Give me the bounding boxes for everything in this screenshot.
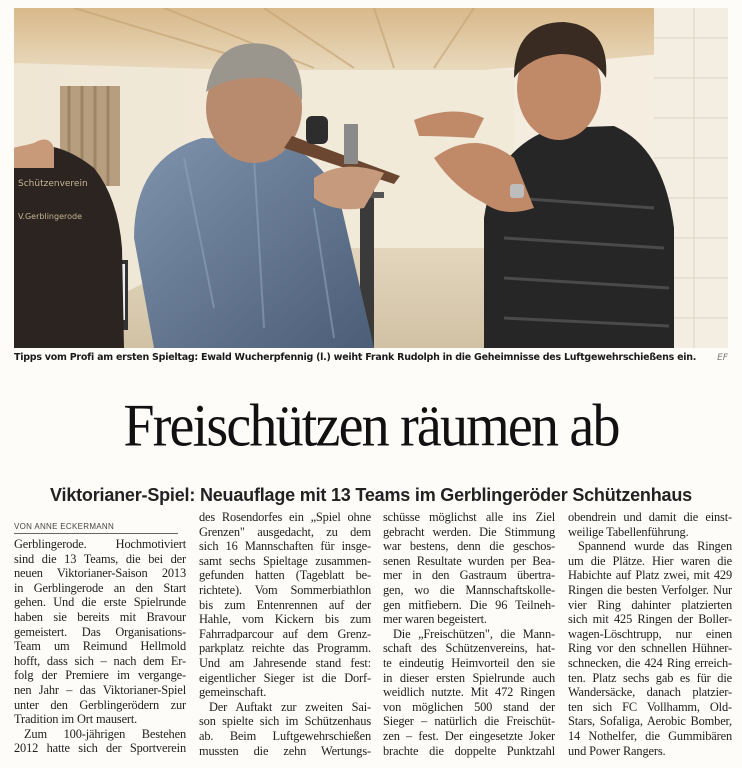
column-line: senen Resultate wurden per Bea- xyxy=(383,553,555,568)
column-line: vier Ring dahinter platzierten xyxy=(568,597,732,612)
column-line: und Power Rangers. xyxy=(568,743,666,758)
column-line: sich 16 Mannschaften für insge- xyxy=(199,539,371,554)
column-line: son spielte sich im Schützenhaus xyxy=(199,714,371,729)
column-line-text: Hochmotiviert xyxy=(115,537,186,551)
column-line: mer in den Gastraum übertra- xyxy=(383,568,555,583)
column-line: nen Jahr – das Viktorianer-Spiel xyxy=(14,682,186,697)
column-line: in dieser ersten Spielrunde auch xyxy=(383,670,555,685)
article-column-2 xyxy=(199,510,371,758)
column-line: te eindeutig Heimvorteil den sie xyxy=(383,655,555,670)
column-line: des Rosendorfes ein „Spiel ohne xyxy=(199,510,371,524)
column-line: Stars, Sofaliga, Aerobic Bomber, xyxy=(568,714,732,729)
article-column-3 xyxy=(383,510,555,758)
column-line: gemeistert. Das Organisations- xyxy=(14,624,186,639)
column-line: zen – fest. Der eingesetzte Joker xyxy=(383,728,555,743)
column-line: weilige Tabellenführung. xyxy=(568,524,689,539)
article-subheadline: Viktorianer-Spiel: Neuauflage mit 13 Teams im Gerblingeröder Schützenhaus xyxy=(50,485,692,505)
column-line: hofft, dass sich – nach dem Er- xyxy=(14,653,186,668)
byline-divider xyxy=(14,533,178,534)
column-line: schnecken, die 424 Ring erreich- xyxy=(568,655,732,670)
column-line: parkplatz reichte das Programm. xyxy=(199,641,371,656)
column-line: schaft des Schützenvereins, hat- xyxy=(383,641,555,656)
article-byline: VON ANNE ECKERMANN xyxy=(14,522,115,531)
column-line: richtete). Vom Sommerbiathlon xyxy=(199,582,371,597)
column-line: wagen-Löschtrupp, nur einen xyxy=(568,626,732,641)
column-line: unter den Gerblingerödern zur xyxy=(14,697,186,712)
article-dateline: Gerblingerode. xyxy=(14,537,87,551)
column-line: ten. Platz sechs gab es für die xyxy=(568,670,732,685)
photo-caption-row xyxy=(14,352,728,368)
column-line: folg der Premiere im vergange- xyxy=(14,668,186,683)
column-line: gebracht werden. Die Stimmung xyxy=(383,524,555,539)
column-line: sind die 13 Teams, die bei der xyxy=(14,551,186,566)
column-line: Wandersäcke, danach platzier- xyxy=(568,685,732,700)
column-line: Fahrradparcour auf dem Grenz- xyxy=(199,626,371,641)
column-line: Die „Freischützen", die Mann- xyxy=(393,626,555,641)
column-line: obendrein und damit die einst- xyxy=(568,510,732,524)
column-line: 2012 hatte sich der Sportverein xyxy=(14,741,186,756)
shirt-print-text-1: Schützenverein xyxy=(18,179,88,189)
column-line: ab. Beim Luftgewehrschießen xyxy=(199,728,371,743)
column-line: um die Plätze. Hier waren die xyxy=(568,553,732,568)
column-line: ten sich FC Vollhamm, Old- xyxy=(568,699,732,714)
column-line: schüsse möglichst alle ins Ziel xyxy=(383,510,555,524)
column-line: bis zum Entenrennen auf der xyxy=(199,597,371,612)
column-line: Der Auftakt zur zweiten Sai- xyxy=(209,699,371,714)
column-line: gen mitfiebern. Die 96 Teilneh- xyxy=(383,597,555,612)
article-photo xyxy=(14,8,728,348)
column-line: Zum 100-jährigen Bestehen xyxy=(24,726,186,741)
photo-caption: Tipps vom Profi am ersten Spieltag: Ewald Wucherpfennig (l.) weiht Frank Rudolph in die Geheimnisse des Luftgewehrschießens ein. xyxy=(14,352,697,363)
column-line: brachte die doppelte Punktzahl xyxy=(383,743,555,758)
column-line: Sieger – natürlich die Freischüt- xyxy=(383,714,555,729)
shirt-print-text-2: V.Gerblingerode xyxy=(18,212,82,221)
column-line: Ring vor den schnellen Hühner- xyxy=(568,641,732,656)
column-line: mussten die zehn Wertungs- xyxy=(199,743,371,758)
column-line: Team um Reimund Hellmold xyxy=(14,639,186,654)
photo-credit: EF xyxy=(717,353,728,363)
column-line: eigentlicher Sieger ist die Dorf- xyxy=(199,670,371,685)
column-line: gemeinschaft. xyxy=(199,685,267,700)
column-line: Ringen die besten Verfolger. Nur xyxy=(568,582,732,597)
column-line: Tradition im Ort mausert. xyxy=(14,712,138,727)
article-headline: Freischützen räumen ab xyxy=(123,392,619,460)
column-line: haben sie bereits mit Bravour xyxy=(14,609,186,624)
column-line: gehen. Und die erste Spielrunde xyxy=(14,595,186,610)
column-line: war bestens, denn die geschos- xyxy=(383,539,555,554)
column-line: Hahle, vom Kickern bis zum xyxy=(199,612,371,627)
column-line: gefunden hatten (Tageblatt be- xyxy=(199,568,371,583)
column-line: neuen Viktorianer-Saison 2013 xyxy=(14,566,186,581)
column-line: gen, wo die Mannschaftskolle- xyxy=(383,582,555,597)
column-line: Grenzen" ausgedacht, zu dem xyxy=(199,524,371,539)
column-line: Spannend wurde das Ringen xyxy=(578,539,732,554)
column-line: in Gerblingerode an den Start xyxy=(14,580,186,595)
column-line: von möglichen 500 stand der xyxy=(383,699,555,714)
column-line: Und am Jahresende stand fest: xyxy=(199,655,371,670)
shooting-range-photo xyxy=(14,8,728,348)
column-line: Habichte auf Platz zwei, mit 429 xyxy=(568,568,732,583)
article-column-4 xyxy=(568,510,732,758)
article-column-1 xyxy=(14,537,186,756)
column-line: 14 Nothelfer, die Gummibären xyxy=(568,728,732,743)
column-line: sich mit 425 Ringen der Boller- xyxy=(568,612,732,627)
column-line xyxy=(14,537,186,552)
column-line: samt sechs Spieltage zusammen- xyxy=(199,553,371,568)
column-line: weidlich nutzte. Mit 472 Ringen xyxy=(383,685,555,700)
column-line: mer waren begeistert. xyxy=(383,612,487,627)
